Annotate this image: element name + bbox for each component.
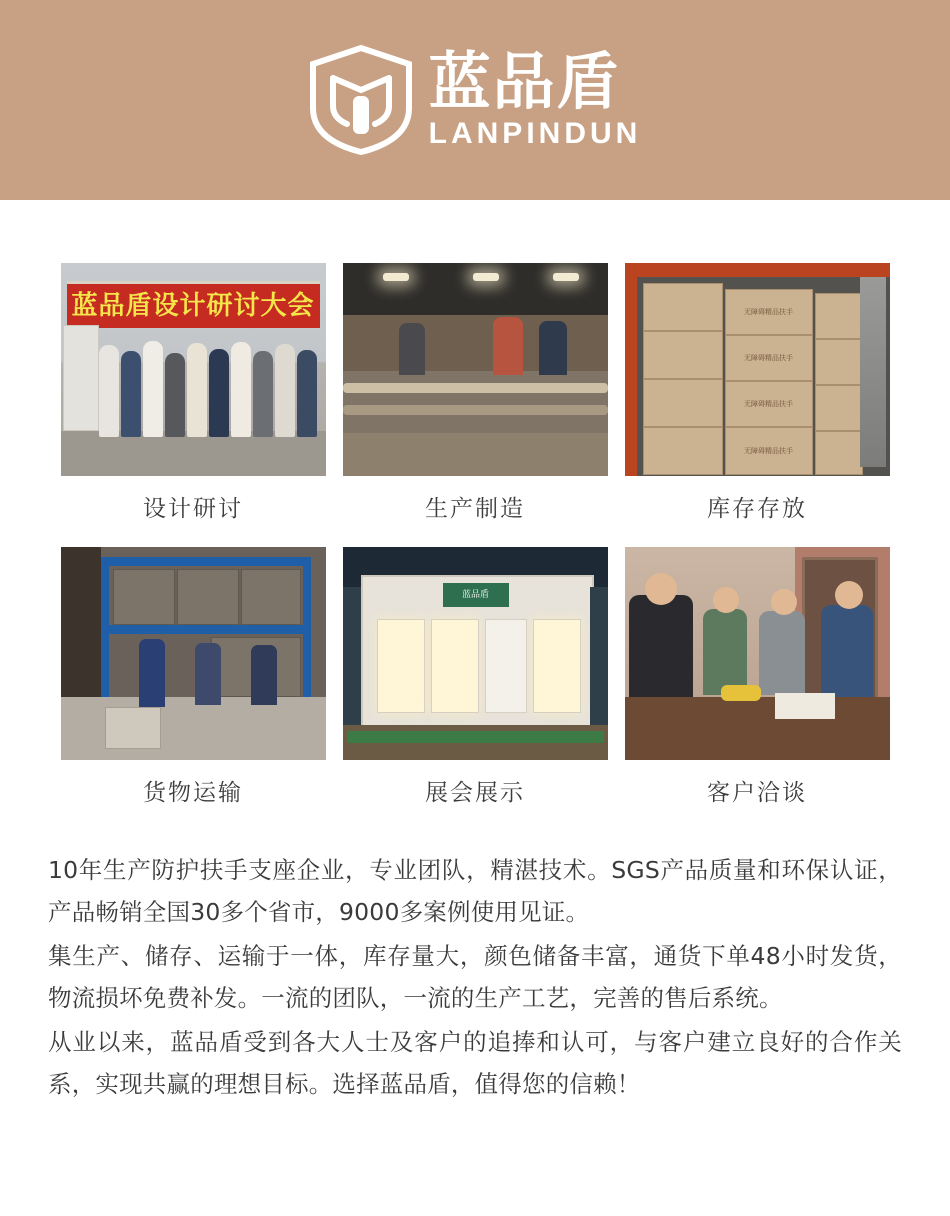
brand-name-cn: 蓝品盾 bbox=[428, 45, 621, 119]
gallery-cell-design-seminar bbox=[61, 263, 326, 539]
seminar-banner-text: 蓝品盾设计研讨大会 bbox=[67, 281, 320, 328]
photo-caption: 设计研讨 bbox=[143, 496, 243, 522]
photo-production bbox=[343, 263, 608, 476]
gallery-cell-warehouse bbox=[625, 263, 890, 539]
gallery-cell-exhibition bbox=[343, 547, 608, 823]
photo-warehouse: 无障碍精品扶手 无障碍精品扶手 无障碍精品扶手 无障碍精品扶手 bbox=[625, 263, 890, 476]
description-text bbox=[0, 831, 950, 1105]
photo-design-seminar bbox=[61, 263, 326, 476]
gallery-cell-production bbox=[343, 263, 608, 539]
gallery-row bbox=[0, 263, 950, 539]
photo-exhibition bbox=[343, 547, 608, 760]
description-paragraph-1: 10年生产防护扶手支座企业，专业团队，精湛技术。SGS产品质量和环保认证，产品畅销全国30多个省市，9000多案例使用见证。 bbox=[48, 856, 902, 926]
photo-caption: 货物运输 bbox=[143, 780, 243, 806]
shield-logo-icon bbox=[309, 44, 413, 156]
description-paragraph-2: 集生产、储存、运输于一体，库存量大，颜色储备丰富，通货下单48小时发货，物流损坏免费补发。一流的团队，一流的生产工艺，完善的售后系统。 bbox=[48, 942, 902, 1012]
photo-gallery bbox=[0, 200, 950, 823]
header-banner bbox=[0, 0, 950, 200]
brand-logo bbox=[309, 44, 642, 156]
gallery-cell-client-meeting bbox=[625, 547, 890, 823]
booth-logo: 蓝品盾 bbox=[443, 583, 509, 607]
gallery-cell-logistics bbox=[61, 547, 326, 823]
brand-name-en: LANPINDUN bbox=[428, 116, 642, 150]
photo-caption: 展会展示 bbox=[425, 780, 525, 806]
photo-caption: 库存存放 bbox=[707, 496, 807, 522]
photo-caption: 客户洽谈 bbox=[707, 780, 807, 806]
description-paragraph-3: 从业以来，蓝品盾受到各大人士及客户的追捧和认可，与客户建立良好的合作关系，实现共赢的理想目标。选择蓝品盾，值得您的信赖！ bbox=[48, 1028, 902, 1098]
gallery-row bbox=[0, 547, 950, 823]
photo-logistics bbox=[61, 547, 326, 760]
photo-caption: 生产制造 bbox=[425, 496, 525, 522]
photo-client-meeting bbox=[625, 547, 890, 760]
